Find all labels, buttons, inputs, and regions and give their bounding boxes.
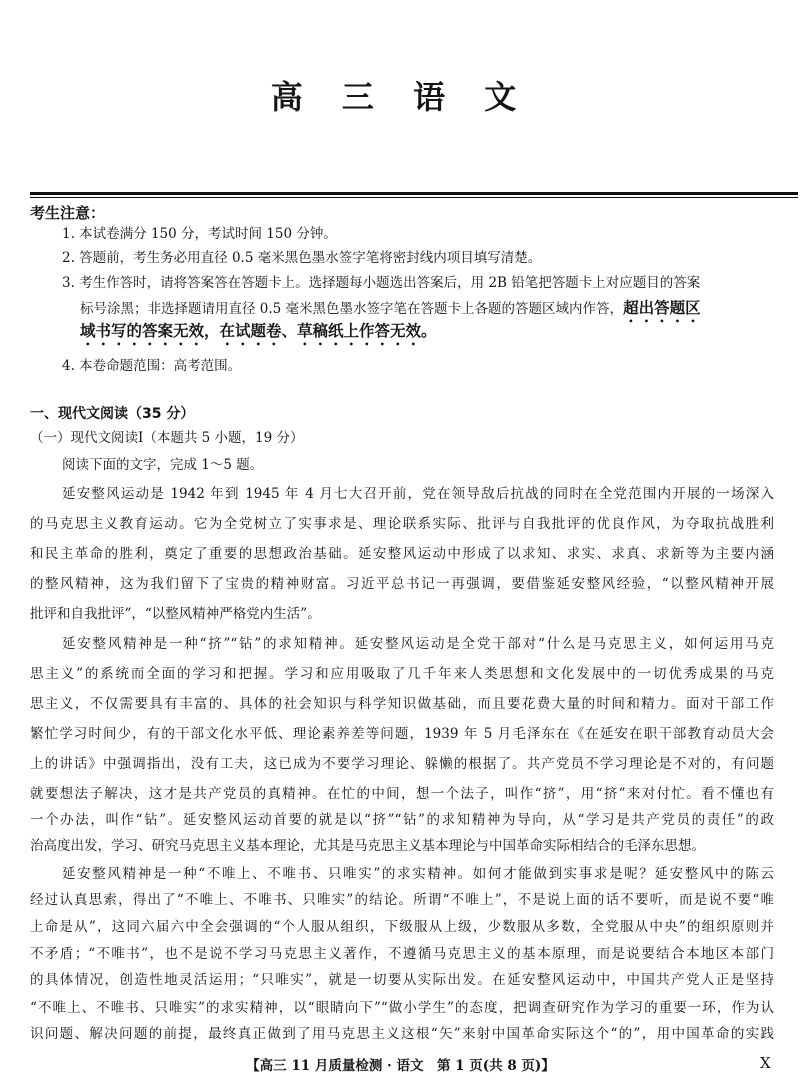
passage-line: 繁忙学习时间少，有的干部文化水平低、理论素养差等问题，1939 年 5 月毛泽东在《在延安在职干部教育动员大会	[30, 726, 774, 742]
passage-line: 思主义”的系统而全面的学习和把握。学习和应用吸取了几千年来人类思想和文化发展中的一切优秀成果的马克	[30, 666, 774, 682]
passage-line: 延安整风精神是一种“不唯上、不唯书、只唯实”的求实精神。如何才能做到实事求是呢？延安整风中的陈云	[62, 866, 774, 882]
passage-line: 的具体情况，创造性地灵活运用；“只唯实”，就是一切要从实际出发。在延安整风运动中，中国共产党人正是坚持	[30, 972, 774, 988]
passage-line: 治高度出发，学习、研究马克思主义基本理论，尤其是马克思主义基本理论与中国革命实际相结合的毛泽东思想。	[30, 838, 705, 854]
passage-line: 延安整风运动是 1942 年到 1945 年 4 月七大召开前，党在领导敌后抗战的同时在全党范围内开展的一场深入	[62, 486, 774, 502]
notice-item-1: 1. 本试卷满分 150 分，考试时间 150 分钟。	[62, 226, 337, 242]
header-rule-thin	[30, 197, 798, 198]
notice-item-2: 2. 答题前，考生务必用直径 0.5 毫米黑色墨水签字笔将密封线内项目填写清楚。	[62, 250, 542, 266]
passage-line: 上的讲话》中强调指出，没有工夫，这已成为不要学习理论、躲懒的根据了。共产党员不学习理论是不对的，有问题	[30, 756, 774, 772]
passage-line: 的整风精神，这为我们留下了宝贵的精神财富。习近平总书记一再强调，要借鉴延安整风经验，“以整风精神开展	[30, 576, 774, 592]
section-heading: 一、现代文阅读（35 分）	[30, 406, 195, 422]
notice-item-3-text: 标号涂黑；非选择题请用直径 0.5 毫米黑色墨水签字笔在答题卡上各题的答题区域内作答，	[80, 301, 624, 317]
passage-line: 思主义，不仅需要具有丰富的、具体的社会知识与科学知识做基础，而且要花费大量的时间和精力。面对干部工作	[30, 696, 774, 712]
passage-line: 不矛盾；“不唯书”，也不是说不学习马克思主义著作，不遵循马克思主义的基本原理，而是说要结合本地区本部门	[30, 946, 774, 962]
header-rule-thick	[30, 192, 798, 195]
subsection-heading: （一）现代文阅读Ⅰ（本题共 5 小题，19 分）	[30, 430, 304, 446]
page-footer: 【高三 11 月质量检测 · 语文 第 1 页(共 8 页)】	[246, 1058, 555, 1074]
notice-item-4: 4. 本卷命题范围：高考范围。	[62, 358, 242, 374]
notice-title: 考生注意：	[30, 204, 106, 222]
footer-mark: X	[760, 1054, 771, 1072]
passage-line: “不唯上、不唯书、只唯实”的求实精神，以“眼睛向下”“做小学生”的态度，把调查研究作为学习的重要一环，作为认	[30, 1000, 774, 1016]
page-title: 高 三 语 文	[270, 78, 531, 116]
passage-line: 经过认真思索，得出了“不唯上、不唯书、只唯实”的结论。所谓“不唯上”，不是说上面的话不要听，而是说不要“唯	[30, 892, 774, 908]
notice-item-3-emphasis-1: 超出答题区	[623, 299, 701, 317]
passage-line: 和民主革命的胜利，奠定了重要的思想政治基础。延安整风运动中形成了以求知、求实、求真、求新等为主要内涵	[30, 546, 774, 562]
passage-line: 识问题、解决问题的前提，最终真正做到了用马克思主义这根“矢”来射中国革命实际这个“的”，用中国革命的实践	[30, 1026, 774, 1042]
passage-line: 就要想法子解决，这才是共产党员的真精神。在忙的中间，想一个法子，叫作“挤”，用“挤”来对付忙。看不懂也有	[30, 786, 774, 802]
passage-line: 批评和自我批评”，“以整风精神严格党内生活”。	[30, 606, 321, 622]
passage-line: 上命是从”，这同六届六中全会强调的“个人服从组织，下级服从上级，少数服从多数，全党服从中央”的组织原则并	[30, 919, 774, 935]
passage-line: 的马克思主义教育运动。它为全党树立了实事求是、理论联系实际、批评与自我批评的优良作风，为夺取抗战胜利	[30, 516, 774, 532]
passage-line: 一个办法，叫作“钻”。延安整风运动首要的就是以“挤”“钻”的求知精神为导向，从“学习是共产党员的责任”的政	[30, 812, 774, 828]
reading-instruction: 阅读下面的文字，完成 1～5 题。	[62, 457, 264, 473]
notice-item-3-line-1: 3. 考生作答时，请将答案答在答题卡上。选择题每小题选出答案后，用 2B 铅笔把答题卡上对应题目的答案	[62, 275, 701, 291]
passage-line: 延安整风精神是一种“挤”“钻”的求知精神。延安整风运动是全党干部对“什么是马克思主义，如何运用马克	[62, 636, 774, 652]
notice-item-3-emphasis-2: 域书写的答案无效，在试题卷、草稿纸上作答无效。	[80, 322, 437, 340]
